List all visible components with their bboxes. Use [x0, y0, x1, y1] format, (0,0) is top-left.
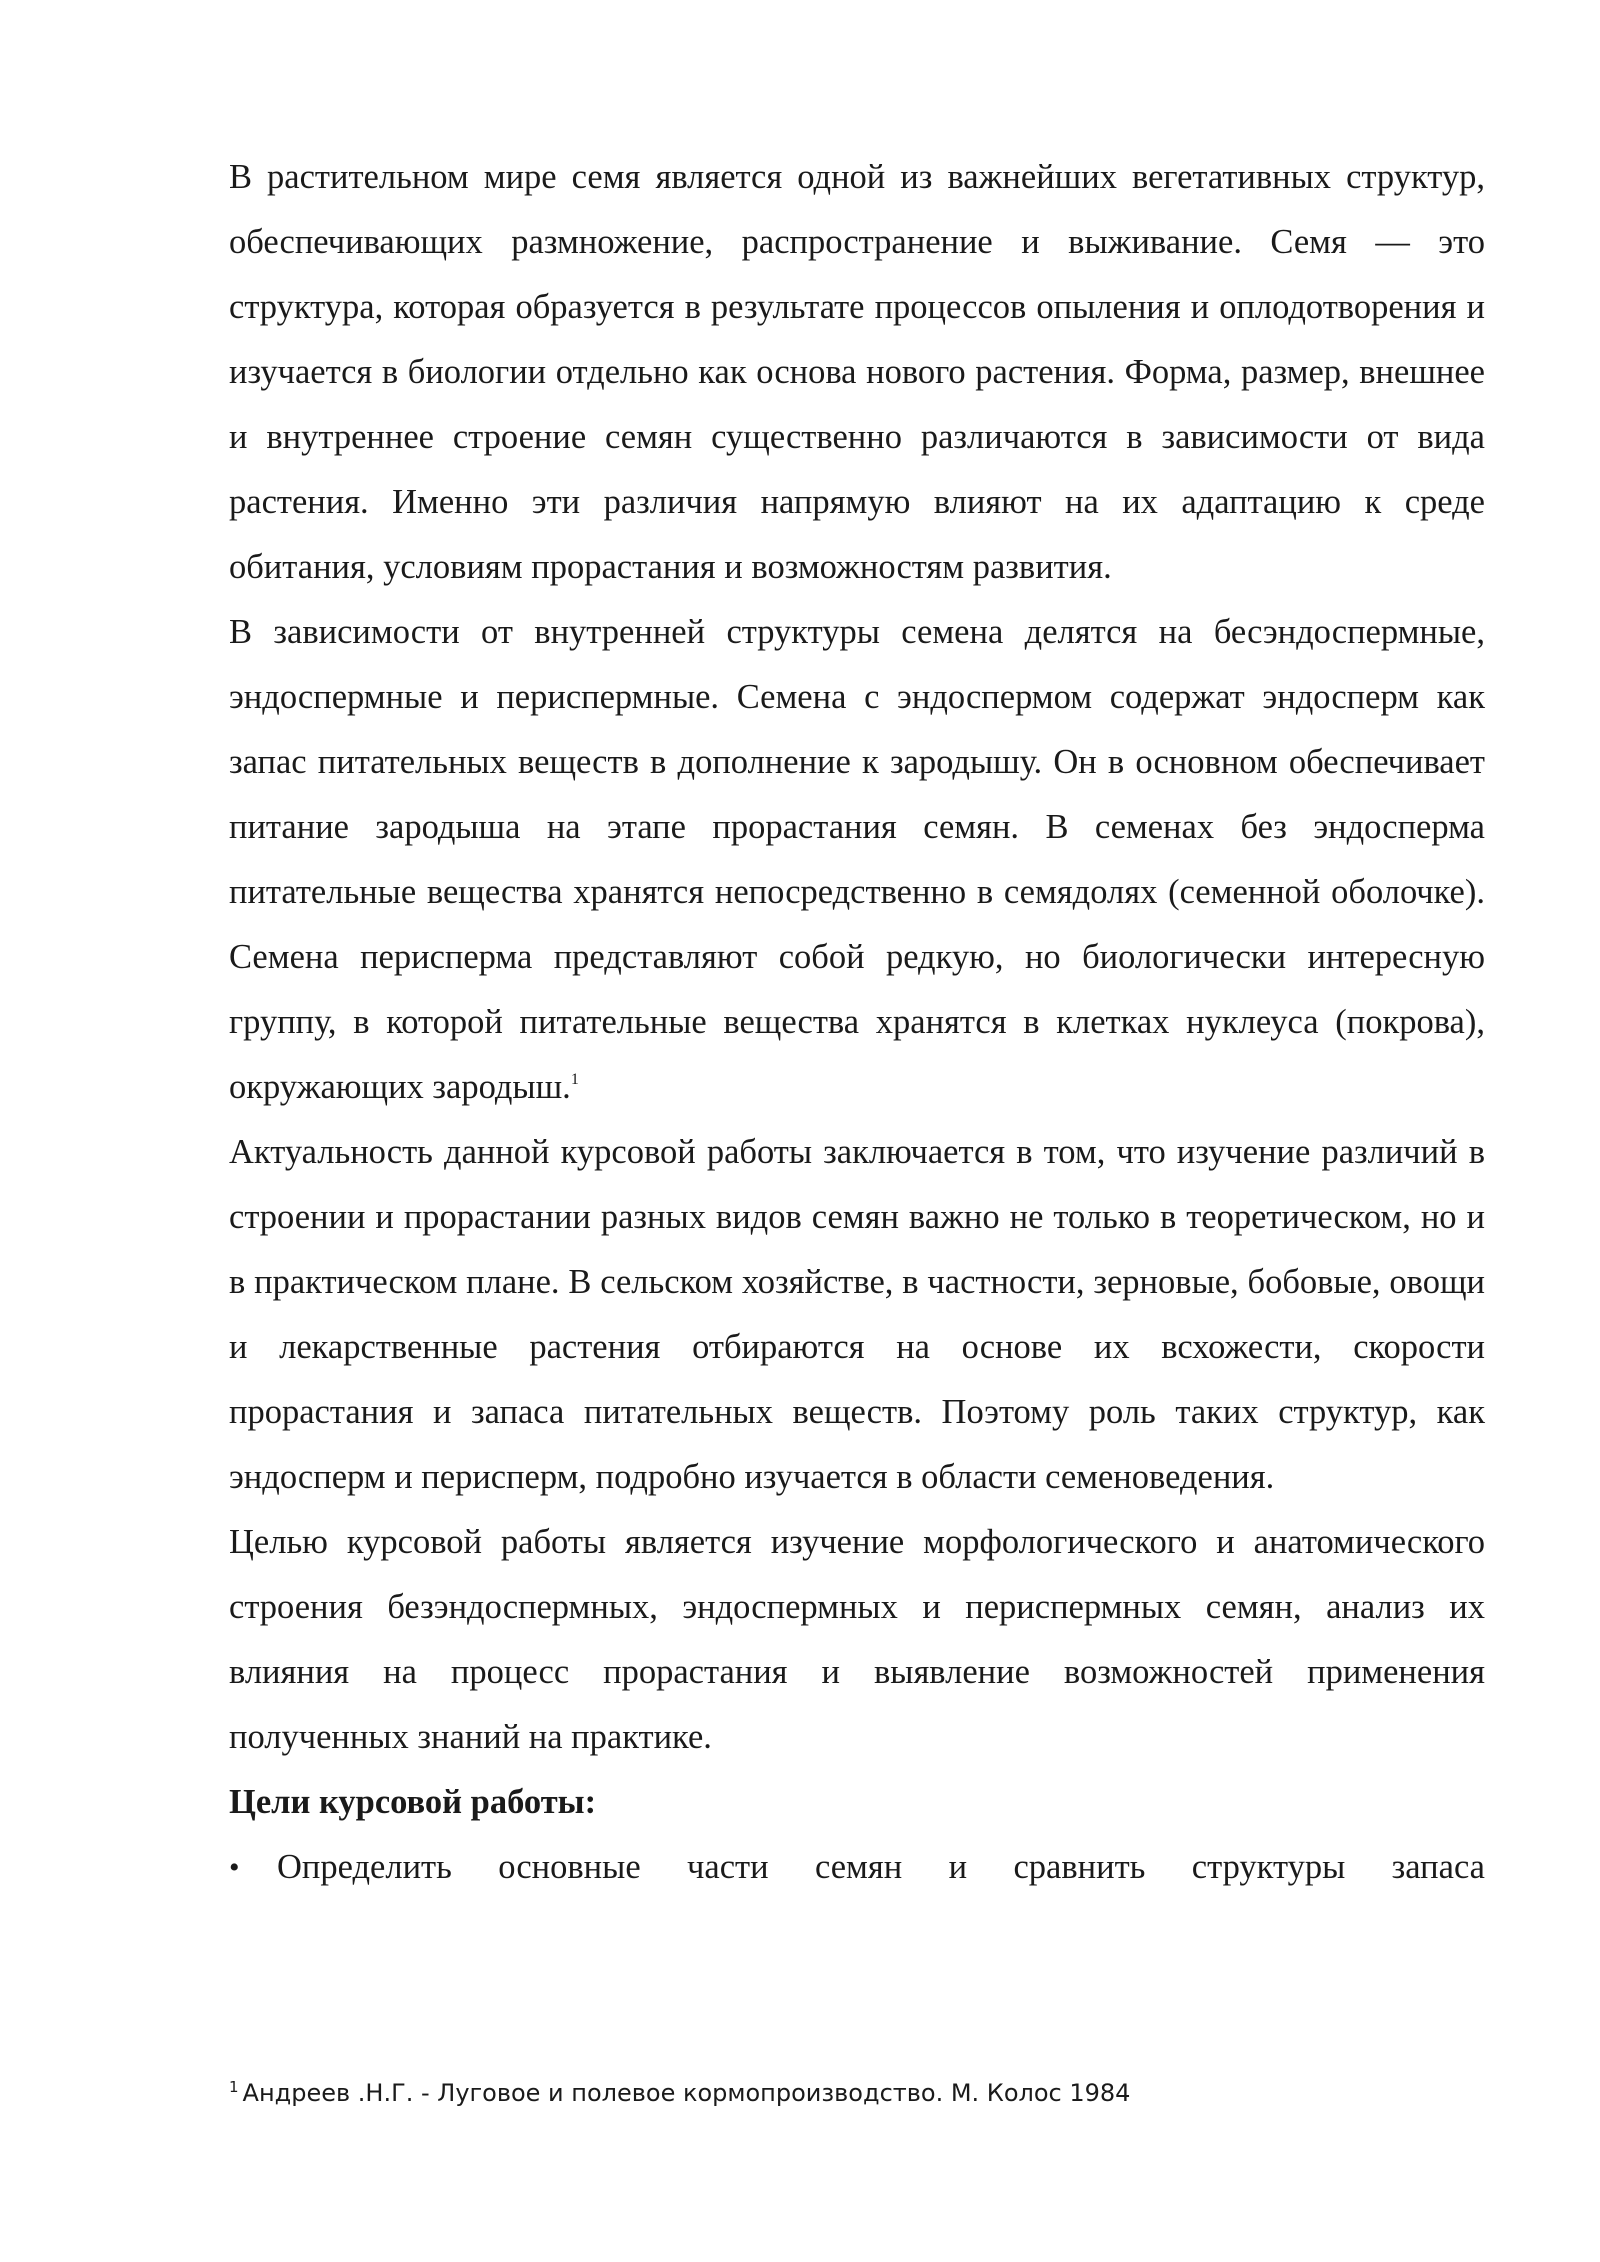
footnote-text: Андреев .Н.Г. - Луговое и полевое кормопроизводство. М. Колос 1984	[242, 2079, 1131, 2107]
paragraph-seed-types-text: В зависимости от внутренней структуры семена делятся на бесэндоспермные, эндоспермные и периспермные. Семена с эндоспермом содержат эндосперм как запас питательных веществ в дополнение к зародышу. Он в основном обеспечивает питание зародыша на этапе прорастания семян. В семенах без эндосперма питательные вещества хранятся непосредственно в семядолях (семенной оболочке). Семена перисперма представляют собой редкую, но биологически интересную группу, в которой питательные вещества хранятся в клетках нуклеуса (покрова), окружающих зародыш.	[229, 613, 1485, 1106]
footnote-number: 1	[229, 2078, 239, 2096]
paragraph-relevance: Актуальность данной курсовой работы заключается в том, что изучение различий в строении и прорастании разных видов семян важно не только в теоретическом, но и в практическом плане. В сельском хозяйстве, в частности, зерновые, бобовые, овощи и лекарственные растения отбираются на основе их всхожести, скорости прорастания и запаса питательных веществ. Поэтому роль таких структур, как эндосперм и перисперм, подробно изучается в области семеноведения.	[229, 1133, 1485, 1496]
paragraph-intro: В растительном мире семя является одной из важнейших вегетативных структур, обеспечивающих размножение, распространение и выживание. Семя — это структура, которая образуется в результате процессов опыления и оплодотворения и изучается в биологии отдельно как основа нового растения. Форма, размер, внешнее и внутреннее строение семян существенно различаются в зависимости от вида растения. Именно эти различия напрямую влияют на их адаптацию к среде обитания, условиям прорастания и возможностям развития.	[229, 158, 1485, 586]
footnote-reference[interactable]: 1	[570, 1070, 579, 1088]
footnote	[229, 2076, 1485, 2110]
paragraph-seed-types	[229, 600, 1485, 1120]
list-item	[229, 1835, 1485, 1900]
list-item-text: Определить основные части семян и сравнить структуры запаса	[277, 1848, 1485, 1886]
bullet-icon: •	[229, 1851, 240, 1884]
paragraph-goal: Целью курсовой работы является изучение морфологического и анатомического строения безэндоспермных, эндоспермных и периспермных семян, анализ их влияния на процесс прорастания и выявление возможностей применения полученных знаний на практике.	[229, 1523, 1485, 1756]
section-heading-goals: Цели курсовой работы:	[229, 1783, 597, 1821]
document-body	[229, 145, 1485, 1900]
goals-list	[229, 1835, 1485, 1900]
